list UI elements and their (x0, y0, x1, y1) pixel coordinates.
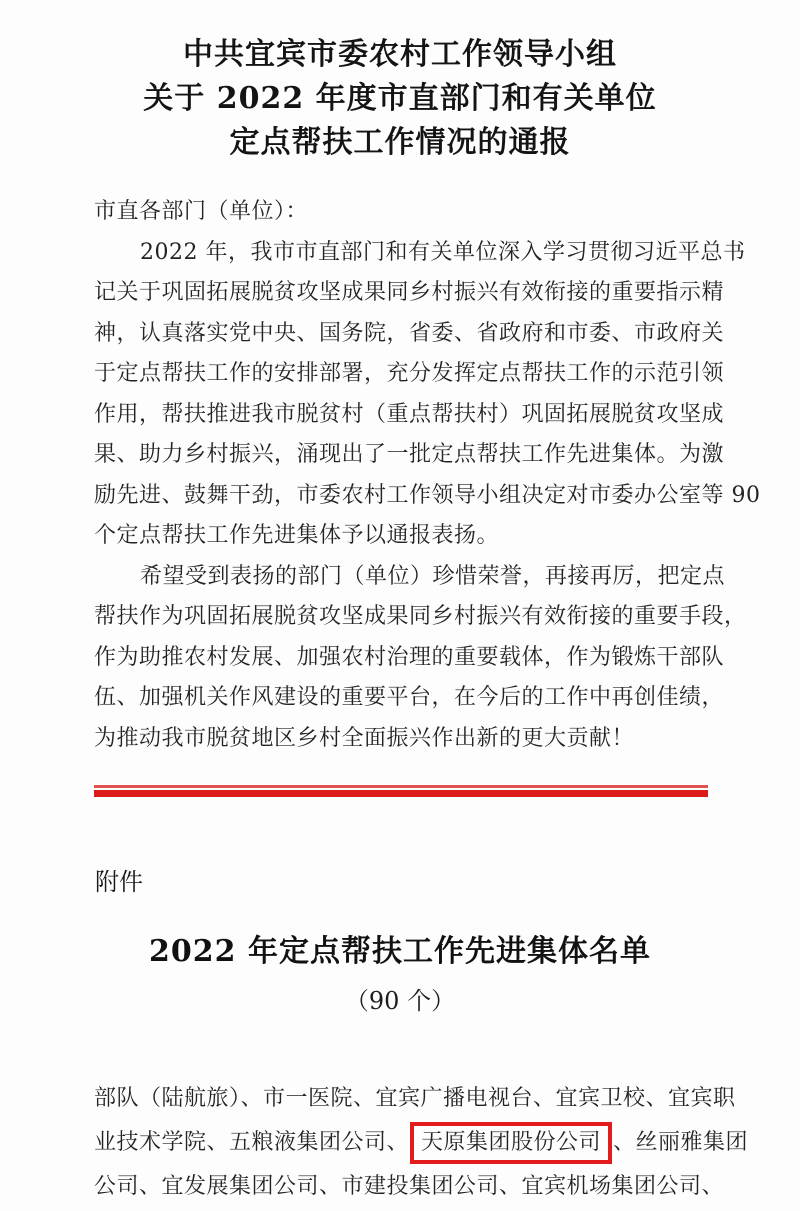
title-line-3: 定点帮扶工作情况的通报 (229, 125, 571, 160)
document-title (0, 33, 800, 165)
red-divider-thick-line (94, 790, 708, 797)
highlight-box (410, 1122, 612, 1164)
attachment-label: 附件 (95, 868, 143, 896)
appendix-title: 2022 年定点帮扶工作先进集体名单 (149, 934, 651, 969)
list-line (94, 1121, 749, 1165)
body-line: 作用，帮扶推进我市脱贫村（重点帮扶村）巩固拓展脱贫攻坚成 (94, 401, 725, 427)
list-line: 部队（陆航旅）、市一医院、宜宾广播电视台、宜宾卫校、宜宾职 (94, 1086, 736, 1111)
red-divider-rule (94, 785, 708, 797)
collectives-list (94, 1077, 749, 1209)
salutation: 市直各部门（单位）： (94, 199, 309, 224)
highlighted-company: 天原集团股份公司 (421, 1130, 602, 1155)
body-line: 希望受到表扬的部门（单位）珍惜荣誉，再接再厉，把定点 (140, 563, 726, 589)
body-line: 2022 年，我市市直部门和有关单位深入学习贯彻习近平总书 (140, 239, 746, 265)
body-line: 作为助推农村发展、加强农村治理的重要载体，作为锻炼干部队 (94, 644, 725, 670)
body-line: 记关于巩固拓展脱贫攻坚成果同乡村振兴有效衔接的重要指示精 (94, 280, 725, 305)
document-body (94, 192, 761, 759)
list-line-segment: 、丝丽雅集团 (613, 1130, 749, 1155)
body-line: 帮扶作为巩固拓展脱贫攻坚成果同乡村振兴有效衔接的重要手段， (94, 604, 747, 629)
appendix-count: （90 个） (344, 987, 456, 1015)
list-line-segment: 业技术学院、五粮液集团公司、 (94, 1130, 410, 1155)
body-line: 个定点帮扶工作先进集体予以通报表扬。 (94, 523, 500, 548)
body-line: 励先进、鼓舞干劲，市委农村工作领导小组决定对市委办公室等 90 (94, 482, 761, 508)
title-line-2: 关于 2022 年度市直部门和有关单位 (143, 81, 657, 116)
body-line: 伍、加强机关作风建设的重要平台，在今后的工作中再创佳绩， (94, 685, 725, 710)
title-line-1: 中共宜宾市委农村工作领导小组 (183, 37, 617, 72)
body-line: 神，认真落实党中央、国务院，省委、省政府和市委、市政府关 (94, 320, 725, 346)
body-line: 果、助力乡村振兴，涌现出了一批定点帮扶工作先进集体。为激 (94, 442, 725, 467)
list-line: 公司、宜发展集团公司、市建投集团公司、宜宾机场集团公司、 (94, 1174, 725, 1199)
body-line: 为推动我市脱贫地区乡村全面振兴作出新的更大贡献！ (94, 725, 635, 751)
body-line: 于定点帮扶工作的安排部署，充分发挥定点帮扶工作的示范引领 (94, 361, 725, 386)
